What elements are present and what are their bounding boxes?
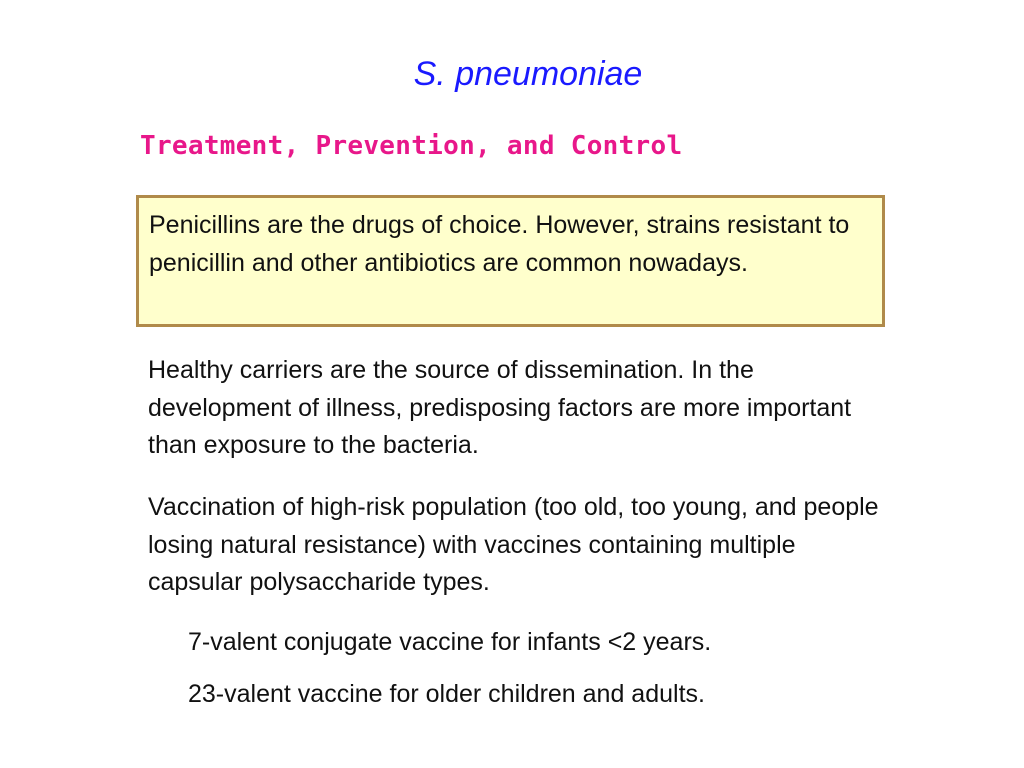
vaccination-paragraph: Vaccination of high-risk population (too old, too young, and people losing natural resistance) with vaccines containing multiple capsular polysaccharide types. xyxy=(148,493,879,596)
vaccine-item-7-valent: 7-valent conjugate vaccine for infants <2 years. xyxy=(188,628,712,656)
highlight-box xyxy=(136,195,885,327)
vaccine-item-23-valent: 23-valent vaccine for older children and adults. xyxy=(188,680,705,708)
slide-subtitle: Treatment, Prevention, and Control xyxy=(140,131,683,161)
slide-title: S. pneumoniae xyxy=(413,55,643,93)
highlight-text: Penicillins are the drugs of choice. However, strains resistant to penicillin and other antibiotics are common nowadays. xyxy=(149,211,850,277)
carriers-paragraph: Healthy carriers are the source of dissemination. In the development of illness, predisposing factors are more important than exposure to the bacteria. xyxy=(148,356,852,459)
